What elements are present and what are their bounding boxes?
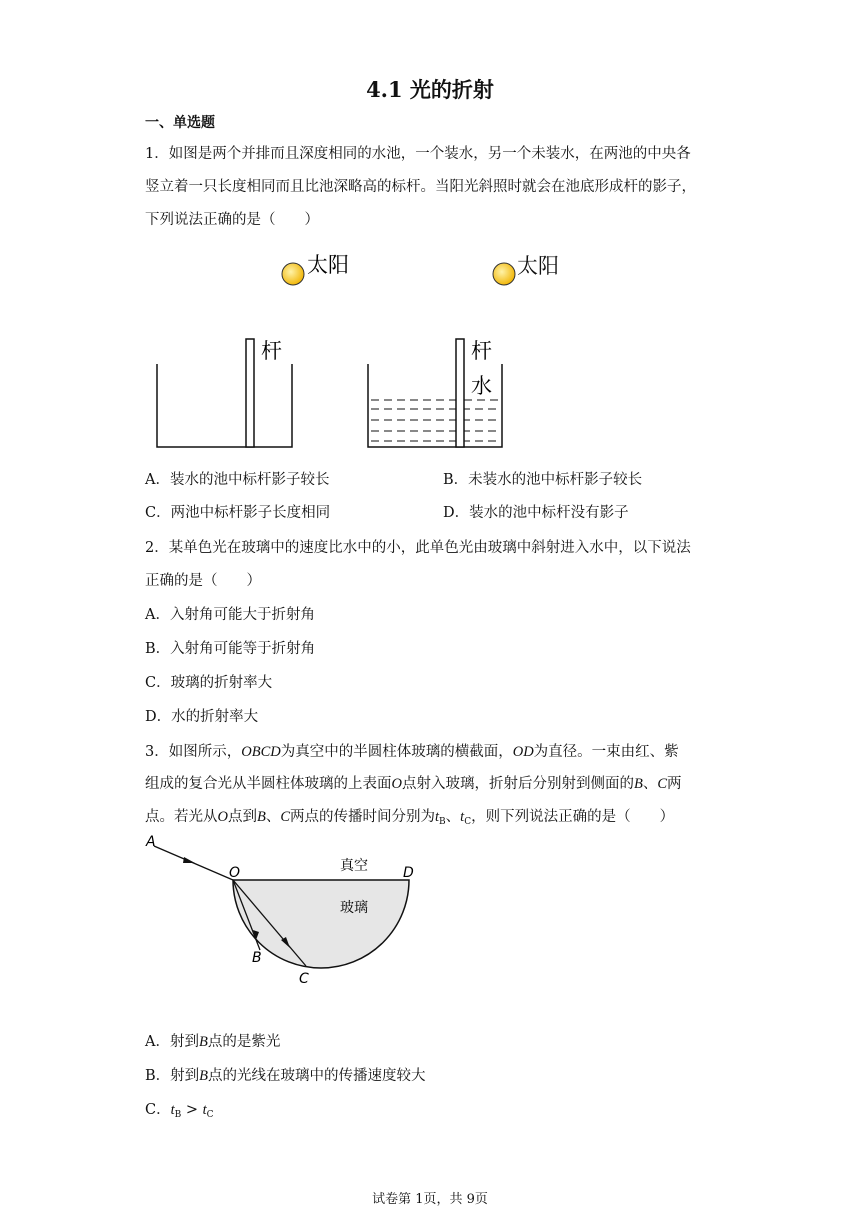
q3-option-text: C． — [145, 1102, 171, 1118]
incident-arrow — [183, 857, 195, 863]
q3-text: 为直径。一束由红、紫 — [533, 744, 679, 760]
q3-var: O — [217, 809, 228, 825]
q3-text: 两 — [667, 776, 682, 792]
q1-option-c: C．两池中标杆影子长度相同 — [145, 505, 331, 521]
q3-option-a — [145, 1030, 280, 1051]
q3-text: 3．如图所示， — [145, 744, 242, 760]
label-a: A — [146, 834, 156, 850]
q1-line-2: 竖立着一只长度相同而且比池深略高的标杆。当阳光斜照时就会在池底形成杆的影子， — [145, 179, 696, 195]
q3-var-t: t — [435, 809, 440, 825]
q3-text: 组成的复合光从半圆柱体玻璃的上表面 — [145, 776, 392, 792]
q3-var: OD — [512, 744, 534, 760]
pole-right — [456, 339, 464, 447]
sun-label-left: 太阳 — [307, 253, 349, 277]
q3-option-operator: > — [181, 1102, 203, 1118]
q3-text: 点。若光从 — [145, 809, 218, 825]
sun-label-right: 太阳 — [517, 254, 559, 278]
q3-line-2 — [145, 772, 682, 793]
water-label: 水 — [471, 374, 492, 398]
q3-text: 点到 — [227, 809, 257, 825]
q1-option-b: B．未装水的池中标杆影子较长 — [443, 472, 643, 488]
q1-line-1: 1．如图是两个并排而且深度相同的水池，一个装水，另一个未装水，在两池的中央各 — [145, 146, 691, 162]
sun-icon-left — [282, 263, 304, 285]
q3-var-t: t — [460, 809, 465, 825]
q3-var: C — [280, 809, 291, 825]
q3-option-var-t: t — [170, 1102, 175, 1118]
q3-var: C — [657, 776, 668, 792]
empty-pool — [157, 364, 292, 447]
q3-option-var: B — [199, 1068, 209, 1084]
q3-text: 、 — [265, 809, 281, 825]
q3-text: 、 — [445, 809, 461, 825]
label-glass: 玻璃 — [340, 900, 368, 916]
q3-line-1 — [145, 740, 679, 761]
q3-option-text: A．射到 — [145, 1034, 199, 1050]
q1-figure — [140, 240, 520, 455]
q3-var: B — [633, 776, 643, 792]
water-surface-lines — [371, 400, 500, 441]
q3-option-subscript: B — [174, 1110, 182, 1120]
q2-option-a: A．入射角可能大于折射角 — [145, 607, 315, 623]
q3-option-text: B．射到 — [145, 1068, 200, 1084]
label-d: D — [403, 865, 414, 881]
q3-option-subscript: C — [206, 1110, 214, 1120]
q3-figure — [140, 832, 430, 992]
q3-var: O — [391, 776, 402, 792]
q3-option-var-t: t — [202, 1102, 207, 1118]
q3-text: 两点的传播时间分别为 — [290, 809, 436, 825]
q3-option-var: B — [198, 1034, 208, 1050]
q1-line-3: 下列说法正确的是（ ） — [145, 212, 319, 228]
label-vacuum: 真空 — [340, 858, 368, 874]
pole-left — [246, 339, 254, 447]
q1-option-a: A．装水的池中标杆影子较长 — [145, 472, 330, 488]
q2-option-d: D．水的折射率大 — [145, 709, 259, 725]
q2-option-b: B．入射角可能等于折射角 — [145, 641, 316, 657]
q2-option-c: C．玻璃的折射率大 — [145, 675, 273, 691]
pole-label-right: 杆 — [471, 339, 492, 363]
q2-line-1: 2．某单色光在玻璃中的速度比水中的小，此单色光由玻璃中斜射进入水中，以下说法 — [145, 540, 691, 556]
label-c: C — [299, 971, 309, 987]
q3-option-c — [145, 1098, 214, 1120]
q3-var: OBCD — [241, 744, 281, 760]
q3-subscript: C — [464, 817, 472, 827]
sun-icon-right — [493, 263, 515, 285]
q1-option-d: D．装水的池中标杆没有影子 — [443, 505, 629, 521]
q3-line-3 — [145, 805, 674, 827]
q3-option-b — [145, 1064, 426, 1085]
q3-option-text: 点的光线在玻璃中的传播速度较大 — [208, 1068, 426, 1084]
q2-line-2: 正确的是（ ） — [145, 573, 261, 589]
q3-text: 点射入玻璃，折射后分别射到侧面的 — [401, 776, 634, 792]
label-b: B — [252, 950, 262, 966]
label-o: O — [229, 865, 241, 881]
q3-var: B — [256, 809, 266, 825]
q3-subscript: B — [439, 817, 446, 827]
q3-text: 为真空中的半圆柱体玻璃的横截面， — [280, 744, 513, 760]
q3-text: 、 — [642, 776, 658, 792]
section-heading: 一、单选题 — [145, 115, 215, 131]
q3-text: ，则下列说法正确的是（ ） — [471, 809, 675, 825]
page-footer: 试卷第 1页，共 9页 — [372, 1192, 488, 1207]
q3-option-text: 点的是紫光 — [207, 1034, 281, 1050]
pole-label-left: 杆 — [261, 339, 282, 363]
page-title: 4.1 光的折射 — [366, 77, 494, 102]
